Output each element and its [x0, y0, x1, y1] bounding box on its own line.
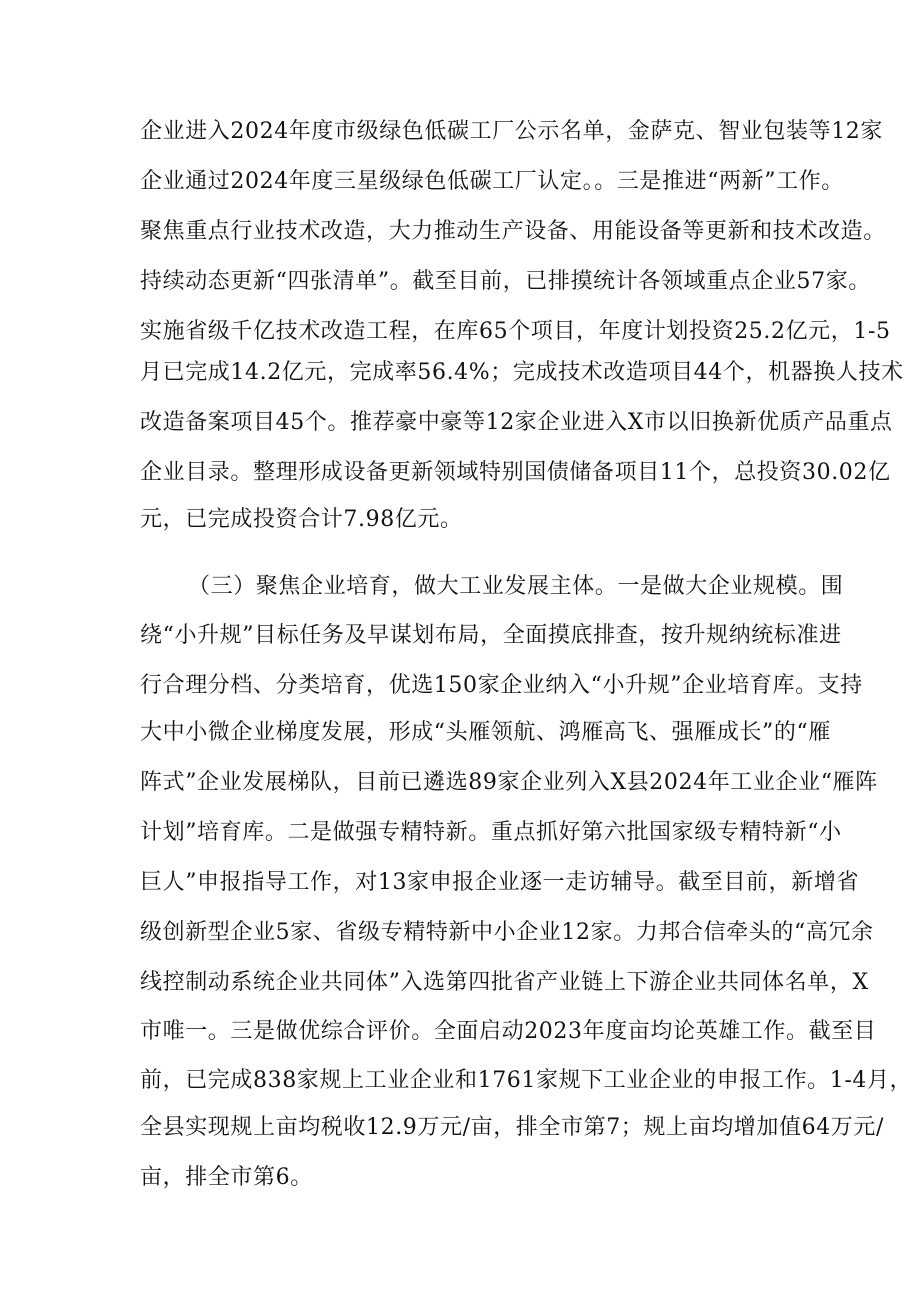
text-line: 月已完成14.2亿元，完成率56.4%；完成技术改造项目44个，机器换人技术: [140, 360, 904, 385]
text-line: 全县实现规上亩均税收12.9万元/亩，排全市第7；规上亩均增加值64万元/: [140, 1115, 885, 1140]
text-line: 市唯一。三是做优综合评价。全面启动2023年度亩均论英雄工作。截至目: [140, 1019, 877, 1044]
text-line: 前，已完成838家规上工业企业和1761家规下工业企业的申报工作。1-4月，: [140, 1068, 913, 1093]
text-line: 聚焦重点行业技术改造，大力推动生产设备、用能设备等更新和技术改造。: [140, 219, 886, 244]
text-line: 线控制动系统企业共同体”入选第四批省产业链上下游企业共同体名单，X: [140, 970, 869, 995]
text-line: 元，已完成投资合计7.98亿元。: [140, 507, 463, 532]
text-line: 绕“小升规”目标任务及早谋划布局，全面摸底排查，按升规纳统标准进: [140, 623, 842, 648]
text-line: （三）聚焦企业培育，做大工业发展主体。一是做大企业规模。围: [188, 574, 844, 599]
text-line: 级创新型企业5家、省级专精特新中小企业12家。力邦合信牵头的“高冗余: [140, 920, 874, 945]
text-line: 行合理分档、分类培育，优选150家企业纳入“小升规”企业培育库。支持: [140, 673, 863, 698]
text-line: 实施省级千亿技术改造工程，在库65个项目，年度计划投资25.2亿元，1-5: [140, 319, 891, 344]
text-line: 大中小微企业梯度发展，形成“头雁领航、鸿雁高飞、强雁成长”的“雁: [140, 720, 831, 745]
text-line: 企业通过2024年度三星级绿色低碳工厂认定。。三是推进“两新”工作。: [140, 169, 844, 194]
text-line: 持续动态更新“四张清单”。截至目前，已排摸统计各领域重点企业57家。: [140, 269, 871, 294]
text-line: 改造备案项目45个。推荐豪中豪等12家企业进入X市以旧换新优质产品重点: [140, 410, 893, 435]
text-line: 企业进入2024年度市级绿色低碳工厂公示名单，金萨克、智业包装等12家: [140, 119, 883, 144]
text-line: 阵式”企业发展梯队，目前已遴选89家企业列入X县2024年工业企业“雁阵: [140, 770, 878, 795]
text-line: 企业目录。整理形成设备更新领域特别国债储备项目11个，总投资30.02亿: [140, 460, 891, 485]
text-line: 亩，排全市第6。: [140, 1165, 313, 1190]
text-line: 计划”培育库。二是做强专精特新。重点抓好第六批国家级专精特新“小: [140, 820, 842, 845]
text-line: 巨人”申报指导工作，对13家申报企业逐一走访辅导。截至目前，新增省: [140, 870, 860, 895]
